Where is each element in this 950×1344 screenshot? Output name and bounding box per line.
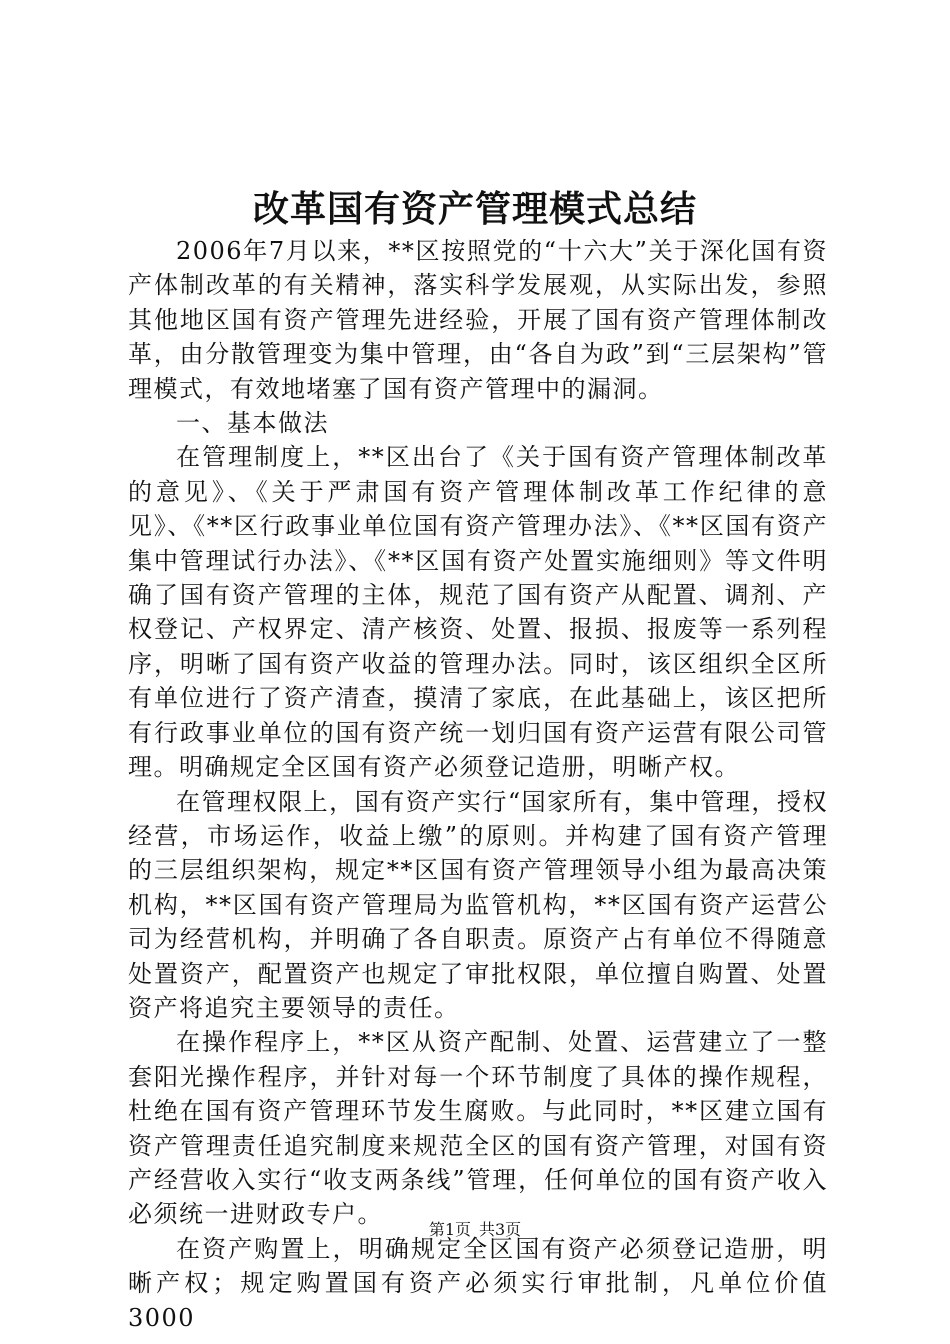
document-title: 改革国有资产管理模式总结 [252,188,697,230]
page-footer [0,1218,950,1242]
paragraph-intro: 2006年7月以来，**区按照党的“十六大”关于深化国有资产体制改革的有关精神，落实科学发展观，从实际出发，参照其他地区国有资产管理先进经验，开展了国有资产管理体制改革，由分散管理变为集中管理，由“各自为政”到“三层架构”管理模式，有效地堵塞了国有资产管理中的漏洞。 [128,237,828,403]
paragraph-operating-procedure: 在操作程序上，**区从资产配制、处置、运营建立了一整套阳光操作程序，并针对每一个环节制度了具体的操作规程，杜绝在国有资产管理环节发生腐败。与此同时，**区建立国有资产管理责任追究制度来规范全区的国有资产管理，对国有资产经营收入实行“收支两条线”管理，任何单位的国有资产收入必须统一进财政专户。 [128,1028,828,1229]
document-body [128,234,828,1335]
page-number: 第1页 [428,1220,471,1239]
paragraph-asset-purchase: 在资产购置上，明确规定全区国有资产必须登记造册，明晰产权；规定购置国有资产必须实行审批制，凡单位价值3000 [128,1234,828,1332]
paragraph-management-system: 在管理制度上，**区出台了《关于国有资产管理体制改革的意见》、《关于严肃国有资产管理体制改革工作纪律的意见》、《**区行政事业单位国有资产管理办法》、《**区国有资产集中管理试行办法》、《**区国有资产处置实施细则》等文件明确了国有资产管理的主体，规范了国有资产从配置、调剂、产权登记、产权界定、清产核资、处置、报损、报废等一系列程序，明晰了国有资产收益的管理办法。同时，该区组织全区所有单位进行了资产清查，摸清了家底，在此基础上，该区把所有行政事业单位的国有资产统一划归国有资产运营有限公司管理。明确规定全区国有资产必须登记造册，明晰产权。 [128,443,828,782]
section-heading: 一、基本做法 [176,409,329,438]
page-total: 共3页 [479,1220,522,1239]
paragraph-management-authority: 在管理权限上，国有资产实行“国家所有，集中管理，授权经营，市场运作，收益上缴”的原则。并构建了国有资产管理的三层组织架构，规定**区国有资产管理领导小组为最高决策机构，**区国有资产管理局为监管机构，**区国有资产运营公司为经营机构，并明确了各自职责。原资产占有单位不得随意处置资产，配置资产也规定了审批权限，单位擅自购置、处置资产将追究主要领导的责任。 [128,787,828,1022]
